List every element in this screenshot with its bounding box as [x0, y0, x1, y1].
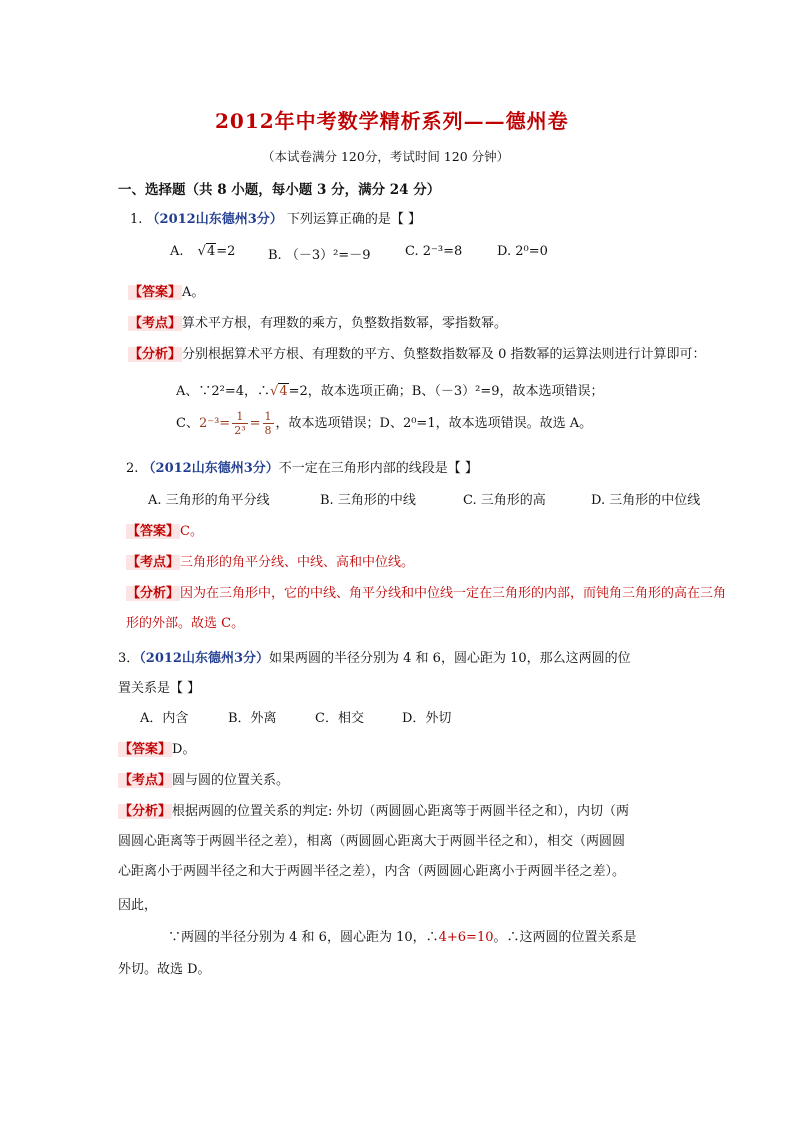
- q1-option-d: D. 2⁰=0: [497, 244, 548, 259]
- q1-line2-pre: C、: [176, 416, 199, 431]
- q2-option-b: B. 三角形的中线: [320, 493, 416, 508]
- q1-line1-pre: A、∵2²=4，∴: [176, 384, 271, 399]
- q3-analysis-line: [118, 800, 629, 819]
- q1-analysis-line: [128, 343, 706, 362]
- point-tag: 【考点】: [127, 555, 180, 570]
- q3-answer-line: [118, 738, 195, 757]
- q3-option-a: A．内含: [140, 711, 189, 726]
- page-subtitle: （本试卷满分 120分，考试时间 120 分钟）: [262, 149, 510, 164]
- q1-point-line: [128, 312, 507, 331]
- q3-solution-line-2: 外切。故选 D。: [118, 962, 211, 977]
- q1-option-a: [170, 244, 235, 259]
- answer-tag: 【答案】: [127, 524, 180, 539]
- q3-stem-2: 置关系是【 】: [118, 681, 201, 696]
- q1-analysis: 分别根据算术平方根、有理数的平方、负整数指数幂及 0 指数幂的运算法则进行计算即可：: [182, 347, 706, 362]
- point-tag: 【考点】: [119, 773, 172, 788]
- q2-point-line: [126, 551, 414, 570]
- q2-option-a: A. 三角形的角平分线: [148, 493, 270, 508]
- q3-option-c: C．相交: [315, 711, 364, 726]
- q3-analysis-3: 心距离小于两圆半径之和大于两圆半径之差），内含（两圆圆心距离小于两圆半径之差）。: [118, 864, 626, 879]
- q1-line1-radicand: 4: [279, 384, 288, 399]
- q2-answer: C。: [180, 524, 203, 539]
- q3-solution-pre: ∵两圆的半径分别为 4 和 6，圆心距为 10，∴: [168, 930, 439, 945]
- q1-option-a-label: A.: [170, 244, 184, 259]
- q1-fraction-2-num: 1: [264, 410, 272, 423]
- q1-line1-post: =2，故本选项正确；B、（－3）²=9，故本选项错误；: [288, 384, 604, 399]
- q1-option-c: C. 2⁻³=8: [405, 244, 463, 259]
- q3-option-b: B．外离: [228, 711, 277, 726]
- q2-point: 三角形的角平分线、中线、高和中位线。: [180, 555, 415, 570]
- q3-analysis-1: 根据两圆的位置关系的判定: 外切（两圆圆心距离等于两圆半径之和），内切（两: [172, 804, 630, 819]
- q2-analysis-1: 因为在三角形中，它的中线、角平分线和中位线一定在三角形的内部，而钝角三角形的高在三角: [180, 586, 727, 601]
- q1-fraction-2: [263, 410, 274, 437]
- q3-stem-line-1: [118, 647, 631, 666]
- q2-option-d: D. 三角形的中位线: [591, 493, 701, 508]
- q3-source: （2012山东德州3分）: [139, 651, 270, 666]
- q1-line2-base: 2⁻³=: [198, 416, 231, 431]
- sqrt-icon: √: [270, 384, 279, 399]
- q3-number: 3．: [118, 651, 140, 666]
- page-title: 2012年中考数学精析系列——德州卷: [215, 109, 569, 133]
- q3-point-line: [118, 769, 289, 788]
- q2-option-c: C. 三角形的高: [463, 493, 546, 508]
- q3-solution-post: 。∴这两圆的位置关系是: [493, 930, 637, 945]
- q3-solution-line-1: [168, 926, 637, 945]
- q3-answer: D。: [172, 742, 196, 757]
- q2-stem-line: [126, 457, 478, 476]
- q1-option-b: B. （－3）²=－9: [268, 248, 371, 263]
- q1-number: 1.: [130, 212, 143, 227]
- q1-source: （2012山东德州3分）: [146, 212, 283, 227]
- analysis-tag: 【分析】: [127, 586, 180, 601]
- q2-answer-line: [126, 520, 203, 539]
- q2-stem: 不一定在三角形内部的线段是【 】: [278, 461, 478, 476]
- q2-number: 2.: [126, 461, 139, 476]
- q2-analysis-2: 形的外部。故选 C。: [126, 616, 245, 631]
- q1-point: 算术平方根，有理数的乘方，负整数指数幂，零指数幂。: [182, 316, 508, 331]
- q3-stem-1: 如果两圆的半径分别为 4 和 6，圆心距为 10，那么这两圆的位: [269, 651, 631, 666]
- q1-line2-post: ，故本选项错误；D、2⁰=1，故本选项错误。故选 A。: [275, 416, 593, 431]
- q1-fraction-2-den: 8: [264, 424, 272, 437]
- q3-analysis-2: 圆圆心距离等于两圆半径之差），相离（两圆圆心距离大于两圆半径之和），相交（两圆圆: [118, 834, 626, 849]
- q1-answer: A。: [182, 285, 205, 300]
- answer-tag: 【答案】: [129, 285, 182, 300]
- analysis-tag: 【分析】: [129, 347, 182, 362]
- sqrt-icon: √: [197, 244, 206, 259]
- q1-fraction-1: [232, 410, 247, 437]
- answer-tag: 【答案】: [119, 742, 172, 757]
- q3-option-d: D．外切: [402, 711, 452, 726]
- q1-fraction-1-den: 2³: [234, 424, 246, 437]
- q1-fraction-1-num: 1: [232, 410, 247, 424]
- q1-solution-line-1: [176, 380, 604, 399]
- q1-answer-line: [128, 281, 204, 300]
- q3-analysis-4: 因此，: [118, 898, 158, 913]
- point-tag: 【考点】: [129, 316, 182, 331]
- analysis-tag: 【分析】: [119, 804, 172, 819]
- q3-point: 圆与圆的位置关系。: [172, 773, 290, 788]
- section-heading: 一、选择题（共 8 小题，每小题 3 分，满分 24 分）: [118, 182, 441, 198]
- q3-solution-highlight: 4+6=10: [438, 930, 494, 945]
- q1-stem-line: [130, 208, 421, 227]
- q1-stem: 下列运算正确的是【 】: [286, 212, 422, 227]
- q1-option-a-rest: =2: [216, 244, 236, 259]
- q2-source: （2012山东德州3分）: [142, 461, 279, 476]
- q1-solution-line-2: C、2⁻³= $\frac{1}{\text{2³}}$ = $\frac{1}{8}$ ，故本选项错误；D、2⁰=1，故本选项错误。故选 A。: [176, 410, 593, 437]
- q2-analysis-line: [126, 582, 726, 601]
- q1-option-a-radicand: 4: [206, 244, 216, 259]
